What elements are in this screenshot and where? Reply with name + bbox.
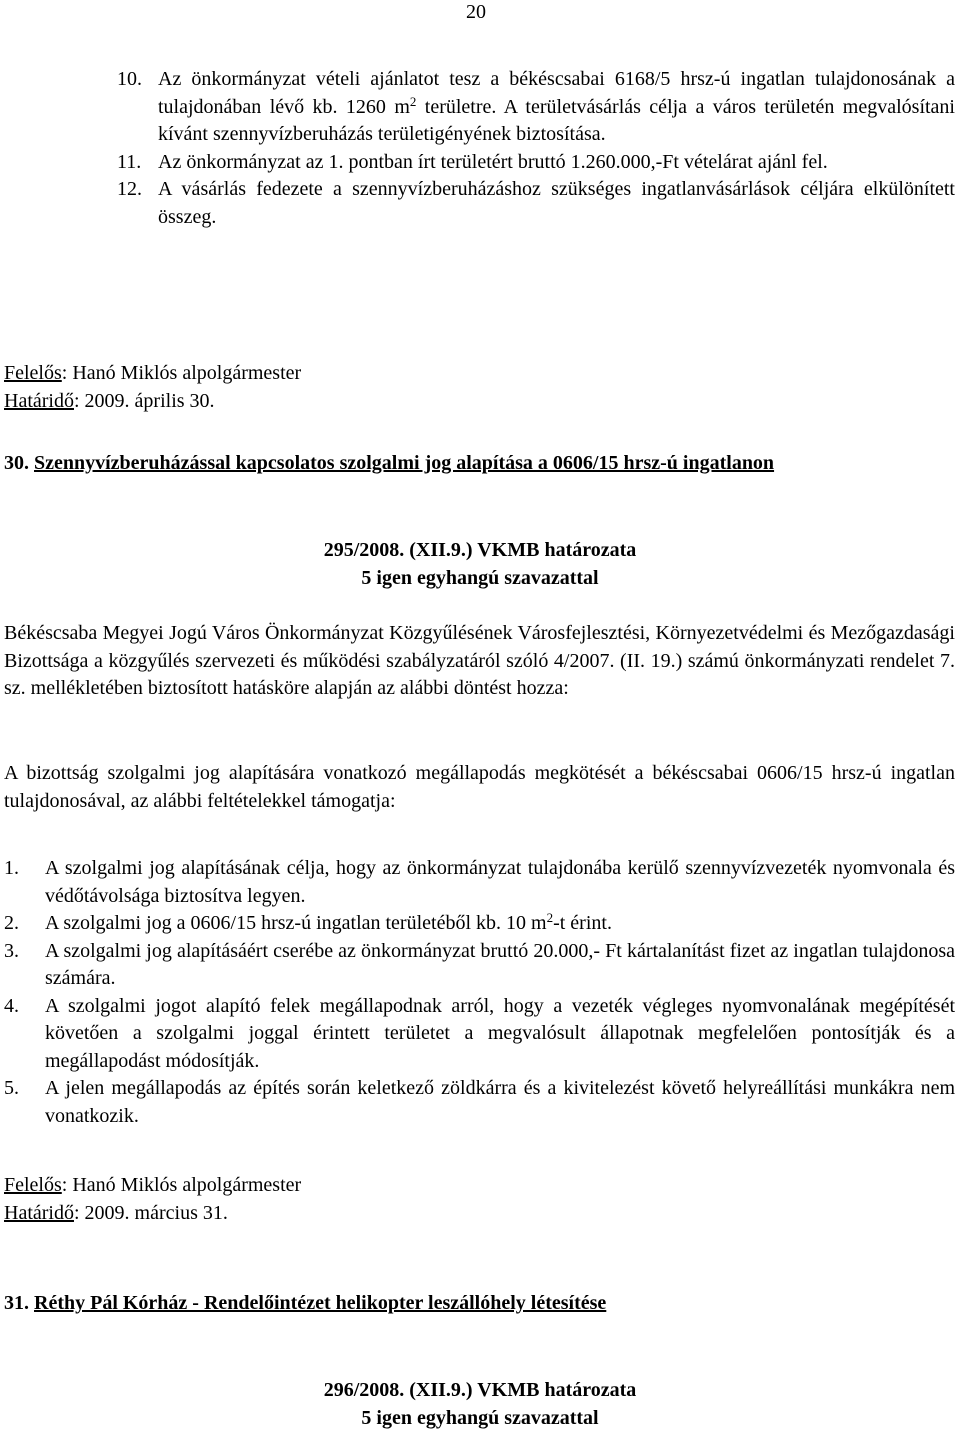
page-number: 20	[466, 1, 486, 23]
deadline-line: Határidő: 2009. április 30.	[4, 389, 215, 412]
list-item	[117, 176, 955, 231]
superscript: 2	[546, 910, 554, 925]
item-text: A szolgalmi jog a 0606/15 hrsz-ú ingatlan területéből kb. 10 $m^2-t$ érint.	[45, 910, 612, 934]
superscript: 2	[409, 93, 417, 109]
item-text: A szolgalmi jog alapításának célja, hogy az önkormányzat tulajdonába kerülő szennyvízvezeték nyomvonala és védőtávolsága biztosítva legyen.	[45, 857, 955, 907]
item-number: 4.	[4, 994, 19, 1017]
item-text: A jelen megállapodás az építés során keletkező zöldkárra és a kivitelezést követő helyreállítási munkákra nem vonatkozik.	[45, 1077, 955, 1127]
resolution-title: 295/2008. (XII.9.) VKMB határozata	[323, 539, 637, 561]
list-item	[4, 938, 955, 993]
item-number: 5.	[4, 1077, 19, 1099]
resolution-title: 296/2008. (XII.9.) VKMB határozata	[323, 1379, 637, 1401]
resolution-header-295	[0, 537, 960, 592]
decision-paragraph: Békéscsaba Megyei Jogú Város Önkormányzat Közgyűlésének Városfejlesztési, Környezetvédelmi és Mezőgazdasági Bizottsága a közgyűlés szervezeti és működési szabályzatáról szóló 4/2007. (II. 19.) számú önkormányzati rendelet 7. sz. mellékletében biztosított hatásköre alapján az alábbi döntést hozza:	[4, 622, 955, 699]
conditions-list	[4, 855, 955, 1130]
item-text: Az önkormányzat az 1. pontban írt területért bruttó 1.260.000,-Ft vételárat ajánl fel.	[158, 150, 828, 173]
section-title: Réthy Pál Kórház - Rendelőintézet helikopter leszállóhely létesítése	[34, 1292, 607, 1314]
support-paragraph: A bizottság szolgalmi jog alapítására vonatkozó megállapodás megkötését a békéscsabai 0606/15 hrsz-ú ingatlan tulajdonosával, az alábbi feltételekkel támogatja:	[4, 762, 955, 812]
decision-items-list	[117, 66, 955, 231]
list-item	[4, 855, 955, 910]
section-heading-31: 31. Réthy Pál Kórház - Rendelőintézet helikopter leszállóhely létesítése	[4, 1292, 607, 1314]
deadline-line: Határidő: 2009. március 31.	[4, 1201, 228, 1224]
list-item	[117, 149, 955, 177]
responsible-line: Felelős: Hanó Miklós alpolgármester	[4, 1174, 302, 1196]
item-number: 2.	[4, 912, 19, 934]
responsibility-block-1	[4, 360, 904, 415]
resolution-header-296	[0, 1377, 960, 1432]
item-number: 11.	[117, 150, 142, 173]
item-text: A vásárlás fedezete a szennyvízberuházáshoz szükséges ingatlanvásárlások céljára elkülönített összeg.	[158, 178, 955, 228]
responsibility-block-2	[4, 1172, 904, 1227]
item-number: 10.	[117, 68, 142, 90]
list-item	[117, 66, 955, 149]
item-number: 1.	[4, 857, 19, 879]
item-number: 12.	[117, 178, 142, 200]
section-title: Szennyvízberuházással kapcsolatos szolgalmi jog alapítása a 0606/15 hrsz-ú ingatlanon	[34, 452, 775, 474]
item-text: A szolgalmi jog alapításáért cserébe az önkormányzat bruttó 20.000,- Ft kártalanítást fizet az ingatlan tulajdonosa számára.	[45, 939, 955, 989]
item-number: 3.	[4, 939, 19, 962]
section-heading-30: 30. Szennyvízberuházással kapcsolatos szolgalmi jog alapítása a 0606/15 hrsz-ú ingatlanon	[4, 452, 775, 474]
item-text: A szolgalmi jogot alapító felek megállapodnak arról, hogy a vezeték végleges nyomvonalának megépítését követően a szolgalmi joggal érintett területet a megvalósult állapotnak megfelelően pontosítják és a megállapodást módosítják.	[45, 994, 955, 1072]
resolution-vote: 5 igen egyhangú szavazattal	[361, 1406, 599, 1429]
list-item	[4, 910, 955, 938]
item-text: Az önkormányzat vételi ajánlatot tesz a békéscsabai 6168/5 hrsz-ú ingatlan tulajdonosának a tulajdonában lévő kb. 1260 $m^2$ területre. A területvásárlás célja a város területén megvalósítani kívánt szennyvízberuházás területigényének biztosítása.	[158, 68, 955, 145]
responsible-line: Felelős: Hanó Miklós alpolgármester	[4, 362, 302, 384]
resolution-vote: 5 igen egyhangú szavazattal	[361, 566, 599, 589]
list-item	[4, 993, 955, 1076]
list-item	[4, 1075, 955, 1130]
